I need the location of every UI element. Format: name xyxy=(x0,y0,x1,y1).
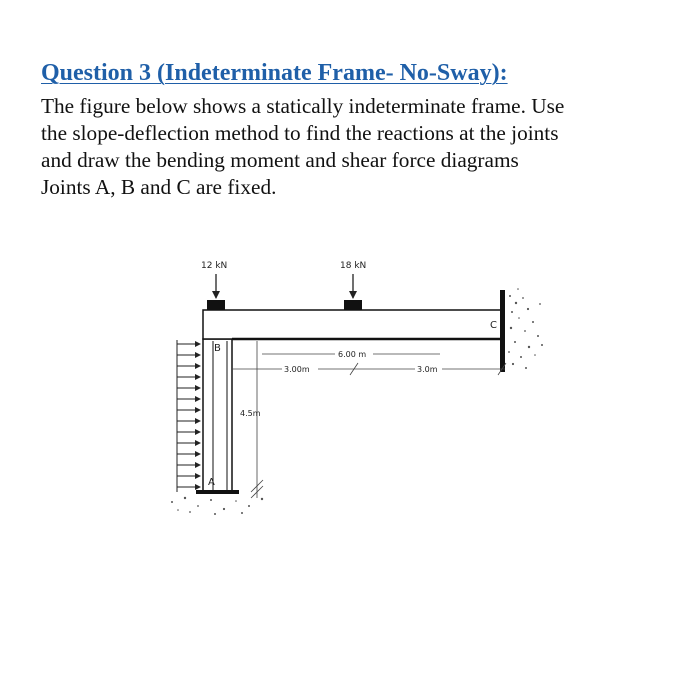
dim-left-label: 3.00m xyxy=(284,365,310,374)
point-load-18kn xyxy=(344,274,362,310)
distributed-load-arrows xyxy=(177,340,200,492)
question-line-3: and draw the bending moment and shear force diagrams xyxy=(41,148,519,172)
span-bc-label: 6.00 m xyxy=(338,350,367,359)
dimension-lines xyxy=(232,341,506,498)
column-height-label: 4.5m xyxy=(240,409,261,418)
question-line-2: the slope-deflection method to find the reactions at the joints xyxy=(41,121,559,145)
fixed-support-a xyxy=(171,490,263,515)
load-18kn-label: 18 kN xyxy=(340,261,367,271)
dim-right-label: 3.0m xyxy=(417,365,438,374)
fixed-support-c xyxy=(500,288,543,372)
column-ab xyxy=(203,339,232,492)
load-12kn-label: 12 kN xyxy=(201,261,228,271)
joint-c-label: C xyxy=(490,320,497,331)
point-load-12kn xyxy=(207,274,225,310)
question-line-1: The figure below shows a statically indeterminate frame. Use xyxy=(41,94,565,118)
joint-b-label: B xyxy=(214,343,221,354)
beam-bc xyxy=(203,310,501,339)
question-heading: Question 3 (Indeterminate Frame- No-Sway): xyxy=(41,60,508,86)
joint-a-label: A xyxy=(208,477,215,488)
question-line-4: Joints A, B and C are fixed. xyxy=(41,175,277,199)
